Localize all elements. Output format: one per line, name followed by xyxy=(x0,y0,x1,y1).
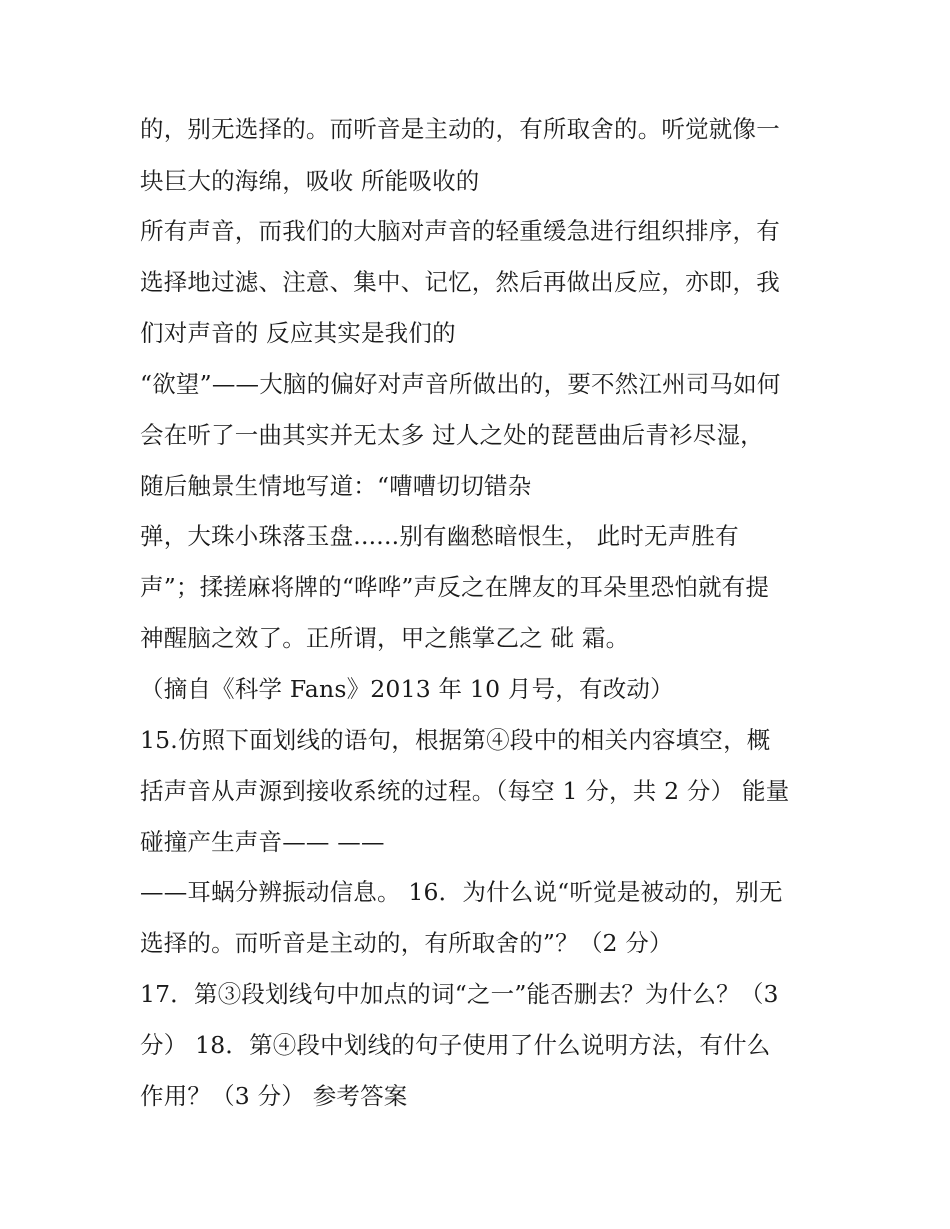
text-line: 神醒脑之效了。正所谓，甲之熊掌乙之 砒 霜。 xyxy=(140,624,630,652)
text-line: 块巨大的海绵，吸收 所能吸收的 xyxy=(140,167,480,195)
text-line: 声”；揉搓麻将牌的“哗哗”声反之在牌友的耳朵里恐怕就有提 xyxy=(140,573,770,601)
question-15: 15.仿照下面划线的语句，根据第④段中的相关内容填空，概 xyxy=(140,726,771,754)
question-18: 分） 18．第④段中划线的句子使用了什么说明方法，有什么 xyxy=(140,1031,771,1059)
text-line: “欲望”——大脑的偏好对声音所做出的，要不然江州司马如何 xyxy=(140,370,781,398)
text-line: 碰撞产生声音—— —— xyxy=(140,828,385,856)
text-line: 的，别无选择的。而听音是主动的，有所取舍的。听觉就像一 xyxy=(140,115,780,143)
text-line: 们对声音的 反应其实是我们的 xyxy=(140,319,456,347)
text-line: 所有声音，而我们的大脑对声音的轻重缓急进行组织排序，有 xyxy=(140,217,780,245)
text-line: 弹，大珠小珠落玉盘......别有幽愁暗恨生， 此时无声胜有 xyxy=(140,522,739,550)
text-line: ——耳蜗分辨振动信息。 16．为什么说“听觉是被动的，别无 xyxy=(140,878,783,906)
text-line: 括声音从声源到接收系统的过程。（每空 1 分，共 2 分） 能量 xyxy=(140,777,790,805)
answer-key-heading: 作用？（3 分） 参考答案 xyxy=(140,1082,408,1110)
question-17: 17．第③段划线句中加点的词“之一”能否删去？为什么？（3 xyxy=(140,980,779,1008)
source-citation: （摘自《科学 Fans》2013 年 10 月号，有改动） xyxy=(140,675,674,703)
text-line: 选择的。而听音是主动的，有所取舍的”？（2 分） xyxy=(140,929,673,957)
text-line: 会在听了一曲其实并无太多 过人之处的琵琶曲后青衫尽湿， xyxy=(140,421,764,449)
text-line: 随后触景生情地写道：“嘈嘈切切错杂 xyxy=(140,472,532,500)
text-line: 选择地过滤、注意、集中、记忆，然后再做出反应，亦即，我 xyxy=(140,268,780,296)
